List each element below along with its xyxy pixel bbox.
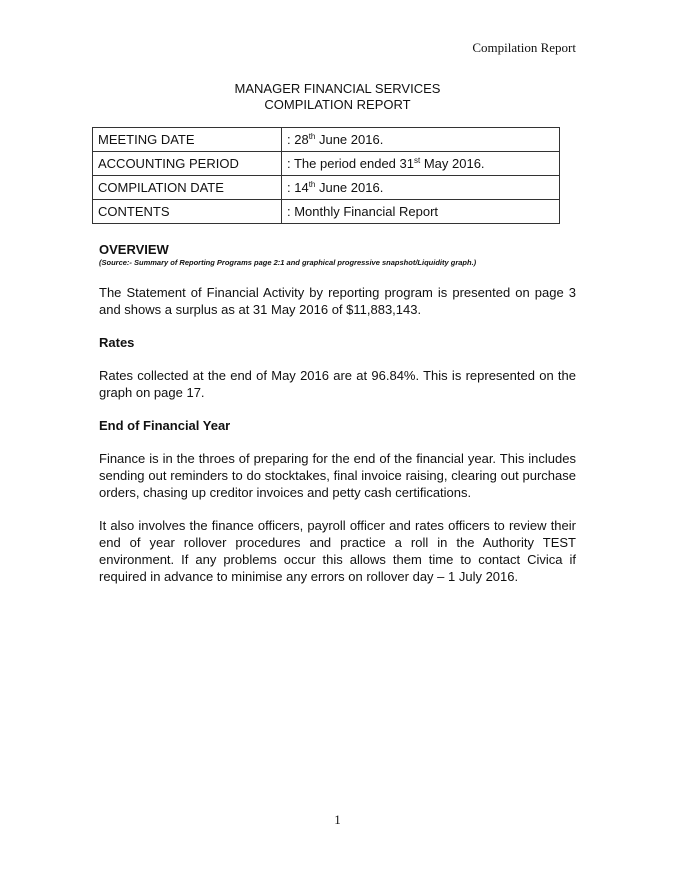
running-header: Compilation Report xyxy=(472,40,576,55)
value-text: : 28 xyxy=(287,132,309,147)
table-row xyxy=(93,176,560,200)
end-of-year-paragraph-2: It also involves the finance officers, payroll officer and rates officers to review their end of year rollover procedures and practice a roll in the Authority TEST environment. If any problems occur this allows them time to contact Civica if required in advance to minimise any errors on rollover day – 1 July 2016. xyxy=(99,518,576,584)
row-label: ACCOUNTING PERIOD xyxy=(93,152,282,176)
ordinal-suffix: th xyxy=(308,180,316,189)
end-of-year-paragraph-1: Finance is in the throes of preparing for the end of the financial year. This includes sending out reminders to do stocktakes, final invoice raising, clearing out purchase orders, chasing up creditor invoices and petty cash certifications. xyxy=(99,451,576,500)
row-label: MEETING DATE xyxy=(93,128,282,152)
rates-heading: Rates xyxy=(99,335,135,350)
document-title xyxy=(0,81,675,113)
source-note: (Source:- Summary of Reporting Programs page 2:1 and graphical progressive snapshot/Liquidity graph.) xyxy=(99,258,477,267)
table-row xyxy=(93,152,560,176)
overview-heading: OVERVIEW xyxy=(99,242,169,257)
row-value xyxy=(282,128,560,152)
row-value xyxy=(282,200,560,224)
value-text: June 2016. xyxy=(315,132,384,147)
end-of-year-heading: End of Financial Year xyxy=(99,418,231,433)
ordinal-suffix: th xyxy=(308,132,316,141)
rates-paragraph: Rates collected at the end of May 2016 are at 96.84%. This is represented on the graph on page 17. xyxy=(99,368,576,400)
row-value xyxy=(282,176,560,200)
overview-paragraph: The Statement of Financial Activity by reporting program is presented on page 3 and shows a surplus as at 31 May 2016 of $11,883,143. xyxy=(99,285,576,317)
report-body xyxy=(99,241,576,585)
title-line-2: COMPILATION REPORT xyxy=(264,97,411,112)
table-row xyxy=(93,200,560,224)
page-number: 1 xyxy=(334,812,341,827)
value-text: May 2016. xyxy=(420,156,485,171)
ordinal-suffix: st xyxy=(413,156,421,165)
row-label: CONTENTS xyxy=(93,200,282,224)
value-text: : 14 xyxy=(287,180,309,195)
meeting-details-table xyxy=(92,127,560,224)
row-value xyxy=(282,152,560,176)
value-text: : Monthly Financial Report xyxy=(287,204,439,219)
row-label: COMPILATION DATE xyxy=(93,176,282,200)
value-text: : The period ended 31 xyxy=(287,156,414,171)
title-line-1: MANAGER FINANCIAL SERVICES xyxy=(234,81,441,96)
value-text: June 2016. xyxy=(315,180,384,195)
table-row xyxy=(93,128,560,152)
